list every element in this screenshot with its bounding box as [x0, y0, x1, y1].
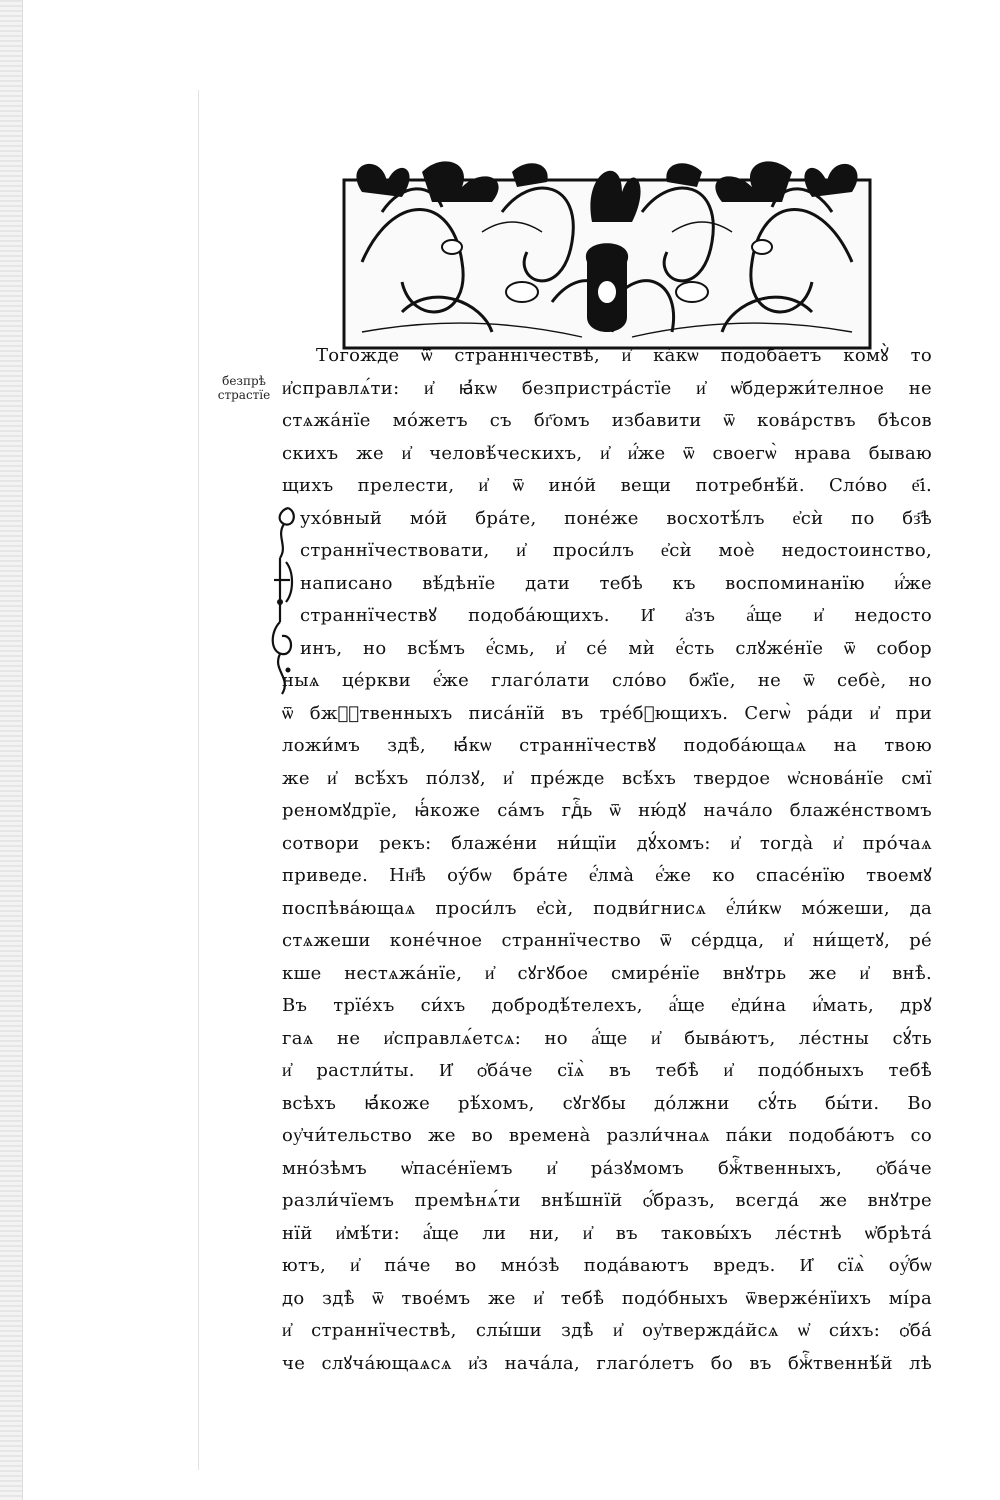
text-line: мно́зѣмъ ѡ҆пасе́нїемъ и҆ ра́зꙋмомъ бжⷭ҇твенныхъ, ѻ҆ба́че [282, 1157, 932, 1179]
text-column [282, 340, 932, 1380]
ornamental-headpiece [342, 152, 872, 352]
text-line: щихъ прелести, и҆ ѿ ино́й вещи потребнѣ́й. Сло́во е҃і. [282, 475, 932, 496]
text-line: Въ трїе́хъ си́хъ добродѣ́телехъ, а҆́ще е҆ди́на и҆́мать, дрꙋ [282, 995, 932, 1016]
text-line: поспѣва́ющаѧ проси́лъ е҆сѝ, подви́гнисѧ е҆́ли́кѡ мо́жеши, да [282, 897, 932, 919]
text-line: же и҆ всѣ́хъ по́лзꙋ, и҆ пре́жде всѣ́хъ твердое ѡ҆снова́нїе смї [282, 767, 932, 789]
text-line: ютъ, и҆ па́че во мно́зѣ пода́ваютъ вредъ. И҆ сїѧ̀ оу҆́бѡ [282, 1255, 932, 1276]
margin-note-line: страстїе [217, 388, 271, 402]
text-line: страннїчествꙋ подоба́ющихъ. И҆ а҆зъ а҆́ще и҆ недосто [300, 605, 932, 626]
text-line: и҆справлѧ́ти: и҆ ꙗ҆́кѡ безпристра́стїе и҆ ѡ҆бдержи́телное не [282, 377, 932, 399]
text-line: гаѧ не и҆справлѧ́етсѧ: но а҆́ще и҆ быва́ютъ, ле́стны сꙋ́ть [282, 1027, 932, 1049]
text-line: нїй и҆мѣ́ти: а҆́ще ли ни, и҆ въ таковы́хъ ле́стнѣ ѡ҆брѣта́ [282, 1222, 932, 1244]
text-line: страннїчествовати, и҆ проси́лъ е҆сѝ моѐ недостоинство, [300, 540, 932, 561]
text-line: стѧжа́нїе мо́жетъ съ бг҃омъ избавити ѿ ковáрствъ бѣсов [282, 410, 932, 431]
page-binding-edge [0, 0, 23, 1500]
text-line: разли́чїемъ премѣнѧ́ти внѣ́шнїй ѻ҆́бразъ, всегда́ же внꙋтре [282, 1190, 932, 1211]
text-line: и҆ страннїчествѣ, слы́ши здѣ̀ и҆ оу҆тверждáйсѧ ѡ҆ си́хъ: ѻ҆ба́ [282, 1320, 932, 1341]
text-line: реномꙋдрїе, ꙗ҆́коже са́мъ гдⷭ҇ь ѿ ню́дꙋ нача́ло блаже́нствомъ [282, 800, 932, 821]
margin-note [212, 374, 276, 402]
margin-rule [198, 90, 199, 1470]
text-line: скихъ же и҆ человѣ́ческихъ, и҆ и҆́же ѿ своегѡ̀ нрава бываю [282, 442, 932, 464]
text-line: написано вѣ́дѣнїе дати тебѣ къ воспоминанїю и҆́же [300, 572, 932, 594]
text-line: ѿ бжⷭ҇твенныхъ писа́нїй въ тре́бꙋющихъ. Сегѡ̀ ра́ди и҆ при [282, 702, 932, 724]
text-line: и҆ растли́ты. И҆ ѻ҆ба́че сїѧ̀ въ тебѣ̀ и҆ подо́бныхъ тебѣ̀ [282, 1060, 932, 1081]
text-line-title: Тогожде ѿ страннїчествѣ, и҆ ка́кѡ подоба́етъ комꙋ̀ то [316, 345, 932, 366]
text-line: всѣхъ ꙗ҆́коже рѣ́хомъ, сꙋгꙋбы до́лжни сꙋ́ть бы́ти. Во [282, 1092, 932, 1114]
margin-note-line: безпрѣ [222, 374, 266, 388]
text-line: сотвори рекъ: блаже́ни ни́щїи дꙋ́хомъ: и҆ тогда̀ и҆ про́чаѧ [282, 832, 932, 854]
text-line: ухо́вный мо́й бра́те, поне́же восхотѣ́лъ е҆сѝ по бз҃ѣ [300, 507, 932, 529]
text-line: ныѧ цéркви е҆́же глаго́лати сло́во бж҃їе, не ѿ себѐ, но [282, 670, 932, 691]
text-line: кше нестѧжа́нїе, и҆ сꙋгꙋбое смире́нїе внꙋтрь же и҆ внѣ̀. [282, 962, 932, 984]
text-line: до здѣ̀ ѿ твое́мъ же и҆ тебѣ̀ подо́бныхъ ѿверже́нїихъ мі́ра [282, 1287, 932, 1309]
text-line: ложи́мъ здѣ̀, ꙗ҆́кѡ страннїчествꙋ подоба́ющаѧ на твою [282, 735, 932, 756]
text-line: че слꙋча́ющаѧсѧ и҆з нача́ла, глаго́летъ бо въ бжⷭ҇твеннѣ́й лѣ [282, 1352, 932, 1374]
text-line: инъ, но всѣ́мъ е҆́смь, и҆ се́ мѝ е҆́сть слꙋже́нїе ѿ собор [300, 637, 932, 659]
text-line: приведе. Нн҃ѣ оу́бѡ бра́те е҆́лма̀ е҆́же ко спасе́нїю твоемꙋ [282, 865, 932, 886]
text-line: стѧжеши коне́чное страннїчество ѿ се́рдца, и҆ ни́щетꙋ, ре́ [282, 930, 932, 951]
text-line: оу҆чи́тельство же во времена̀ разли́чнаѧ па́ки подоба́ютъ со [282, 1125, 932, 1146]
